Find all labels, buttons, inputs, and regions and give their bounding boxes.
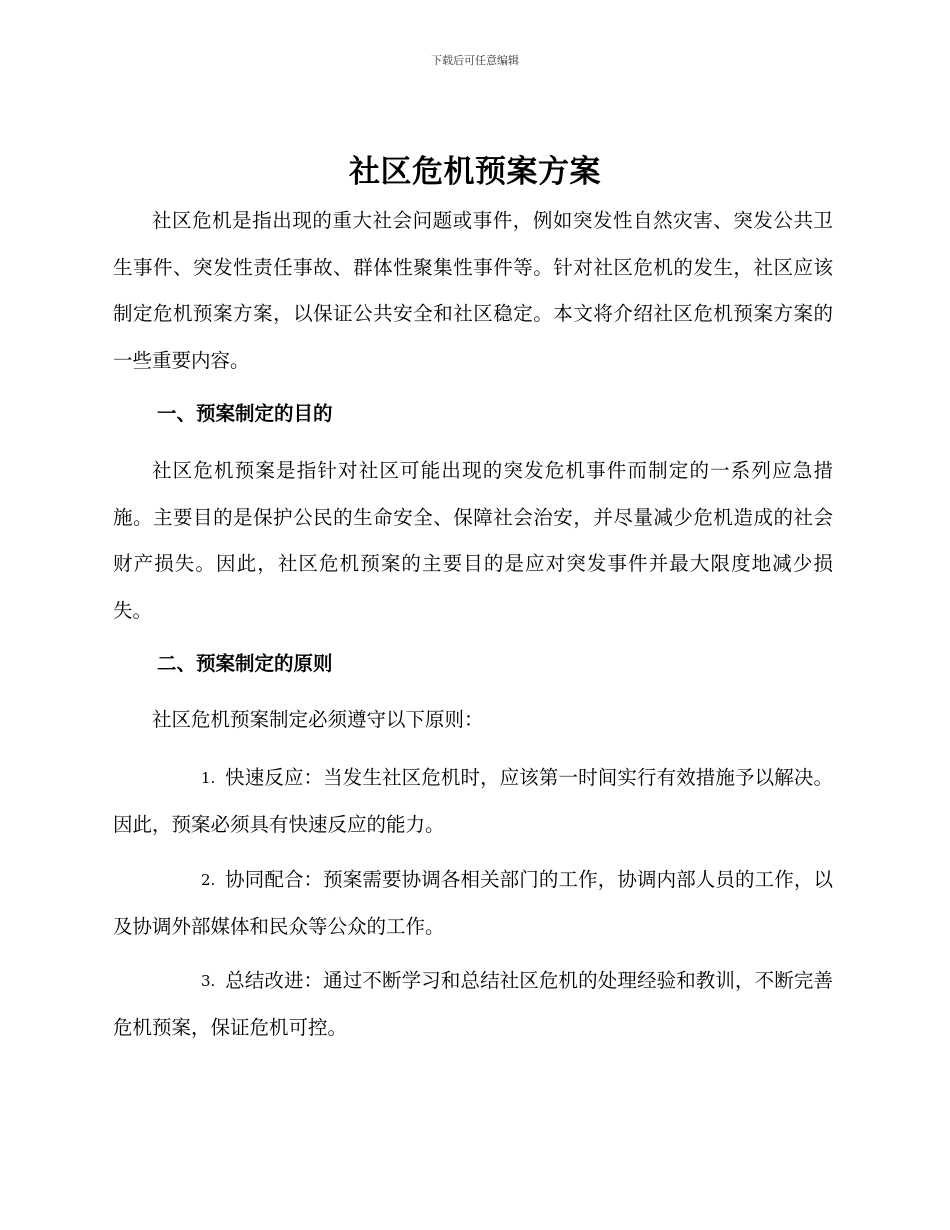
list-item [113,755,833,848]
intro-paragraph: 社区危机是指出现的重大社会问题或事件，例如突发性自然灾害、突发公共卫生事件、突发性责任事故、群体性聚集性事件等。针对社区危机的发生，社区应该制定危机预案方案，以保证公共安全和社区稳定。本文将介绍社区危机预案方案的一些重要内容。 [113,209,833,372]
list-item-text: 快速反应：当发生社区危机时，应该第一时间实行有效措施予以解决。因此，预案必须具有快速反应的能力。 [113,766,833,836]
list-item-text: 总结改进：通过不断学习和总结社区危机的处理经验和教训，不断完善危机预案，保证危机可控。 [113,969,833,1039]
section-principles-intro: 社区危机预案制定必须遵守以下原则： [152,708,484,731]
list-item-text: 协同配合：预案需要协调各相关部门的工作，协调内部人员的工作，以及协调外部媒体和民众等公众的工作。 [113,868,833,938]
principle-item-2-block [113,857,833,950]
list-item-number: 2. [201,871,216,889]
intro-block [113,198,833,384]
list-item-number: 3. [201,972,216,990]
section-purpose-paragraph: 社区危机预案是指针对社区可能出现的突发危机事件而制定的一系列应急措施。主要目的是保护公民的生命安全、保障社会治安，并尽量减少危机造成的社会财产损失。因此，社区危机预案的主要目的是应对突发事件并最大限度地减少损失。 [113,459,833,622]
section-heading-principles: 二、预案制定的原则 [157,652,333,675]
list-item-number: 1. [201,769,216,787]
list-item [113,857,833,950]
section-heading-purpose: 一、预案制定的目的 [157,402,333,425]
list-item [113,958,833,1051]
principle-item-3-block [113,958,833,1051]
section-purpose-block [113,448,833,634]
document-title: 社区危机预案方案 [349,154,601,190]
section-principles-intro-block [113,697,833,744]
principle-item-1-block [113,755,833,848]
page-header: 下载后可任意编辑 [431,54,519,67]
